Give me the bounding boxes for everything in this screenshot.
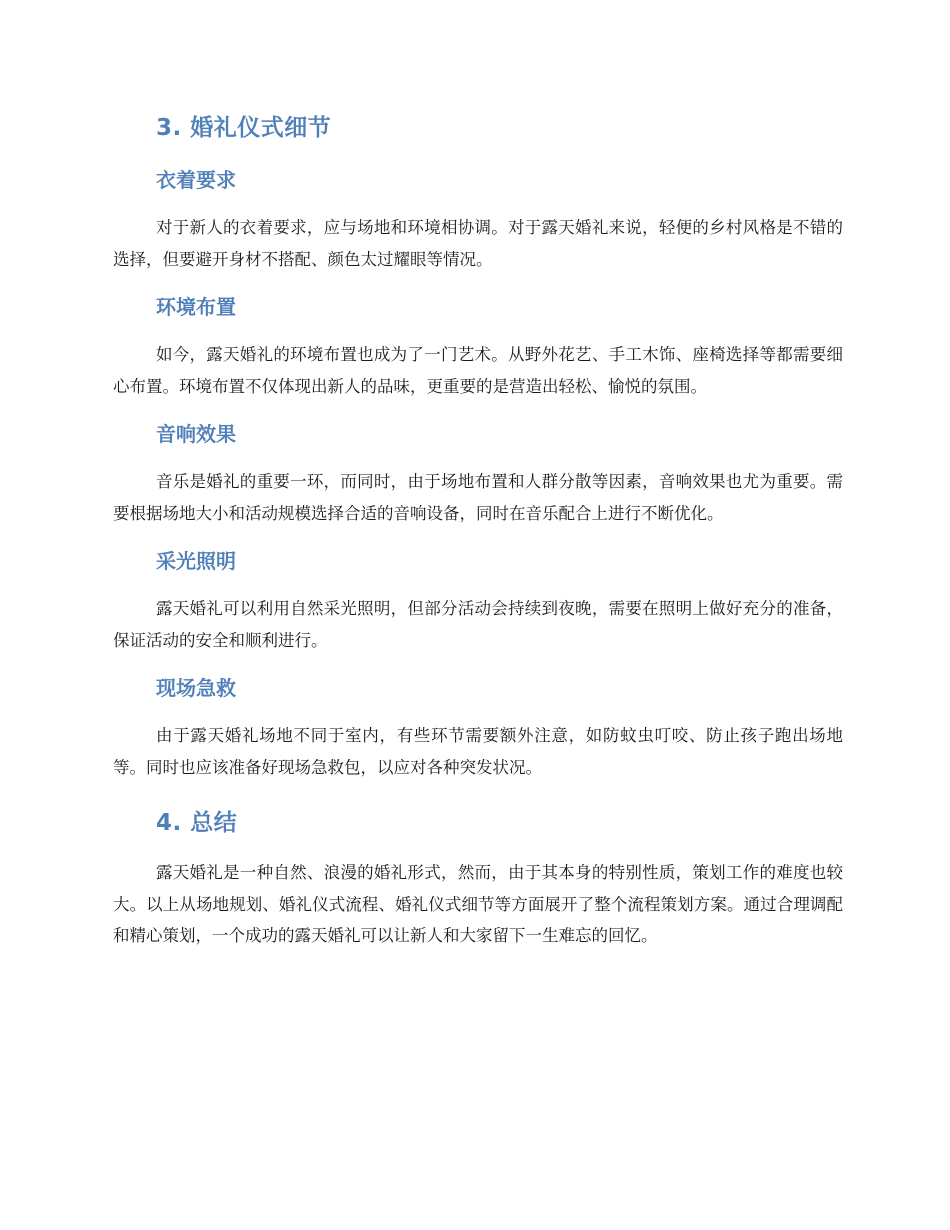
subsection-heading-decoration: 环境布置	[156, 295, 236, 319]
subsection-heading-sound: 音响效果	[156, 422, 236, 446]
subsection-heading-attire: 衣着要求	[156, 168, 236, 192]
paragraph-summary: 露天婚礼是一种自然、浪漫的婚礼形式，然而，由于其本身的特别性质，策划工作的难度也较大。以上从场地规划、婚礼仪式流程、婚礼仪式细节等方面展开了整个流程策划方案。通过合理调配和精心策划，一个成功的露天婚礼可以让新人和大家留下一生难忘的回忆。	[113, 863, 843, 945]
paragraph-attire: 对于新人的衣着要求，应与场地和环境相协调。对于露天婚礼来说，轻便的乡村风格是不错的选择，但要避开身材不搭配、颜色太过耀眼等情况。	[113, 218, 843, 269]
section-heading-summary: 4. 总结	[156, 810, 238, 836]
paragraph-sound: 音乐是婚礼的重要一环，而同时，由于场地布置和人群分散等因素，音响效果也尤为重要。需要根据场地大小和活动规模选择合适的音响设备，同时在音乐配合上进行不断优化。	[113, 472, 843, 523]
section-heading-ceremony-details: 3. 婚礼仪式细节	[156, 115, 332, 141]
subsection-heading-lighting: 采光照明	[156, 549, 236, 573]
document-content	[113, 108, 843, 952]
subsection-heading-first-aid: 现场急救	[156, 676, 236, 700]
paragraph-decoration: 如今，露天婚礼的环境布置也成为了一门艺术。从野外花艺、手工木饰、座椅选择等都需要细心布置。环境布置不仅体现出新人的品味，更重要的是营造出轻松、愉悦的氛围。	[113, 345, 843, 396]
paragraph-first-aid: 由于露天婚礼场地不同于室内，有些环节需要额外注意，如防蚊虫叮咬、防止孩子跑出场地等。同时也应该准备好现场急救包，以应对各种突发状况。	[113, 726, 843, 777]
paragraph-lighting: 露天婚礼可以利用自然采光照明，但部分活动会持续到夜晚，需要在照明上做好充分的准备，保证活动的安全和顺利进行。	[113, 599, 843, 650]
